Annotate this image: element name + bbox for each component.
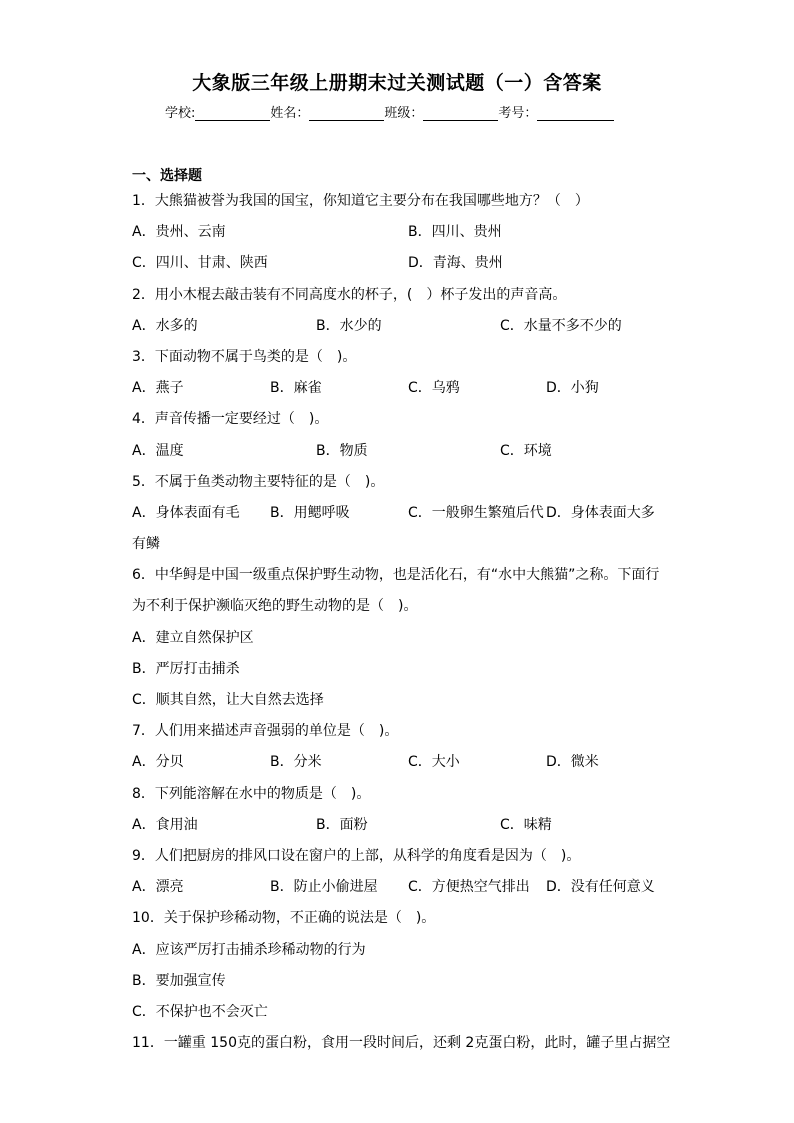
question-2-options [132, 311, 662, 342]
page-title: 大象版三年级上册期末过关测试题（一）含答案 [192, 72, 602, 94]
q8-option-a[interactable]: A．食用油 [132, 816, 198, 833]
question-5-option-d-continued: 有鳞 [132, 536, 160, 553]
question-9-stem: 9．人们把厨房的排风口设在窗户的上部，从科学的角度看是因为（ )。 [132, 847, 581, 864]
q2-option-b[interactable]: B．水少的 [316, 317, 382, 334]
q4-option-a[interactable]: A．温度 [132, 442, 184, 459]
question-2-stem: 2．用小木棍去敲击装有不同高度水的杯子，( ）杯子发出的声音高。 [132, 286, 567, 303]
exam-no-blank[interactable] [537, 107, 614, 121]
q4-option-c[interactable]: C．环境 [500, 442, 552, 459]
question-8-stem: 8．下列能溶解在水中的物质是（ )。 [132, 785, 371, 802]
question-4-options [132, 436, 662, 467]
q1-option-d[interactable]: D．青海、贵州 [408, 255, 503, 272]
question-1-options-row1 [132, 217, 662, 248]
q2-option-c[interactable]: C．水量不多不少的 [500, 317, 622, 334]
question-6-stem-line1: 6．中华鲟是中国一级重点保护野生动物，也是活化石，有“水中大熊猫”之称。下面行 [132, 567, 660, 584]
q5-option-c[interactable]: C．一般卵生繁殖后代 [408, 504, 544, 521]
school-blank[interactable] [195, 107, 270, 121]
q10-option-b[interactable]: B．要加强宣传 [132, 972, 226, 989]
q9-option-b[interactable]: B．防止小偷进屋 [270, 879, 378, 896]
q7-option-a[interactable]: A．分贝 [132, 754, 184, 771]
q1-option-a[interactable]: A．贵州、云南 [132, 224, 226, 241]
question-3-stem: 3．下面动物不属于鸟类的是（ )。 [132, 348, 357, 365]
q2-option-a[interactable]: A．水多的 [132, 317, 198, 334]
q9-option-c[interactable]: C．方便热空气排出 [408, 879, 530, 896]
question-5-options [132, 498, 662, 529]
q1-option-b[interactable]: B．四川、贵州 [408, 224, 502, 241]
question-6-stem-line2: 为不利于保护濒临灭绝的野生动物的是（ )。 [132, 598, 418, 615]
question-1-stem: 1．大熊猫被誉为我国的国宝，你知道它主要分布在我国哪些地方？（ ） [132, 193, 589, 209]
q7-option-d[interactable]: D．微米 [546, 754, 599, 771]
q7-option-c[interactable]: C．大小 [408, 754, 460, 771]
q3-option-b[interactable]: B．麻雀 [270, 380, 322, 397]
name-label: 姓名： [270, 106, 310, 121]
question-7-options [132, 747, 662, 778]
question-1-options-row2 [132, 248, 662, 279]
q8-option-c[interactable]: C．味精 [500, 816, 552, 833]
name-blank[interactable] [309, 107, 384, 121]
q5-option-a[interactable]: A．身体表面有毛 [132, 504, 240, 521]
question-9-options [132, 872, 662, 903]
class-blank[interactable] [423, 107, 498, 121]
q10-option-a[interactable]: A．应该严厉打击捕杀珍稀动物的行为 [132, 941, 366, 958]
q6-option-b[interactable]: B．严厉打击捕杀 [132, 660, 240, 677]
question-11-stem: 11．一罐重 150克的蛋白粉，食用一段时间后，还剩 2克蛋白粉，此时，罐子里占据空 [132, 1035, 671, 1052]
q4-option-b[interactable]: B．物质 [316, 442, 368, 459]
q9-option-d[interactable]: D．没有任何意义 [546, 879, 655, 896]
q3-option-d[interactable]: D．小狗 [546, 380, 599, 397]
class-label: 班级： [384, 106, 424, 121]
school-label: 学校: [165, 106, 196, 121]
q1-option-c[interactable]: C．四川、甘肃、陕西 [132, 255, 268, 272]
question-10-stem: 10．关于保护珍稀动物，不正确的说法是（ )。 [132, 910, 436, 927]
question-5-stem: 5．不属于鱼类动物主要特征的是（ )。 [132, 473, 385, 490]
q6-option-a[interactable]: A．建立自然保护区 [132, 629, 254, 646]
question-7-stem: 7．人们用来描述声音强弱的单位是（ )。 [132, 723, 399, 740]
section-heading-choice: 一、选择题 [132, 168, 202, 184]
q6-option-c[interactable]: C．顺其自然，让大自然去选择 [132, 692, 324, 708]
q10-option-c[interactable]: C．不保护也不会灭亡 [132, 1003, 268, 1020]
question-3-options [132, 373, 662, 404]
q8-option-b[interactable]: B．面粉 [316, 816, 368, 833]
q9-option-a[interactable]: A．漂亮 [132, 879, 184, 896]
question-list [132, 186, 671, 1059]
q7-option-b[interactable]: B．分米 [270, 754, 322, 771]
question-4-stem: 4．声音传播一定要经过（ )。 [132, 411, 329, 428]
question-8-options [132, 810, 662, 841]
q5-option-d[interactable]: D．身体表面大多 [546, 504, 655, 521]
student-info-line [165, 102, 645, 121]
exam-no-label: 考号： [498, 106, 538, 121]
q3-option-c[interactable]: C．乌鸦 [408, 380, 460, 397]
q3-option-a[interactable]: A．燕子 [132, 380, 184, 397]
q5-option-b[interactable]: B．用鳃呼吸 [270, 504, 350, 521]
